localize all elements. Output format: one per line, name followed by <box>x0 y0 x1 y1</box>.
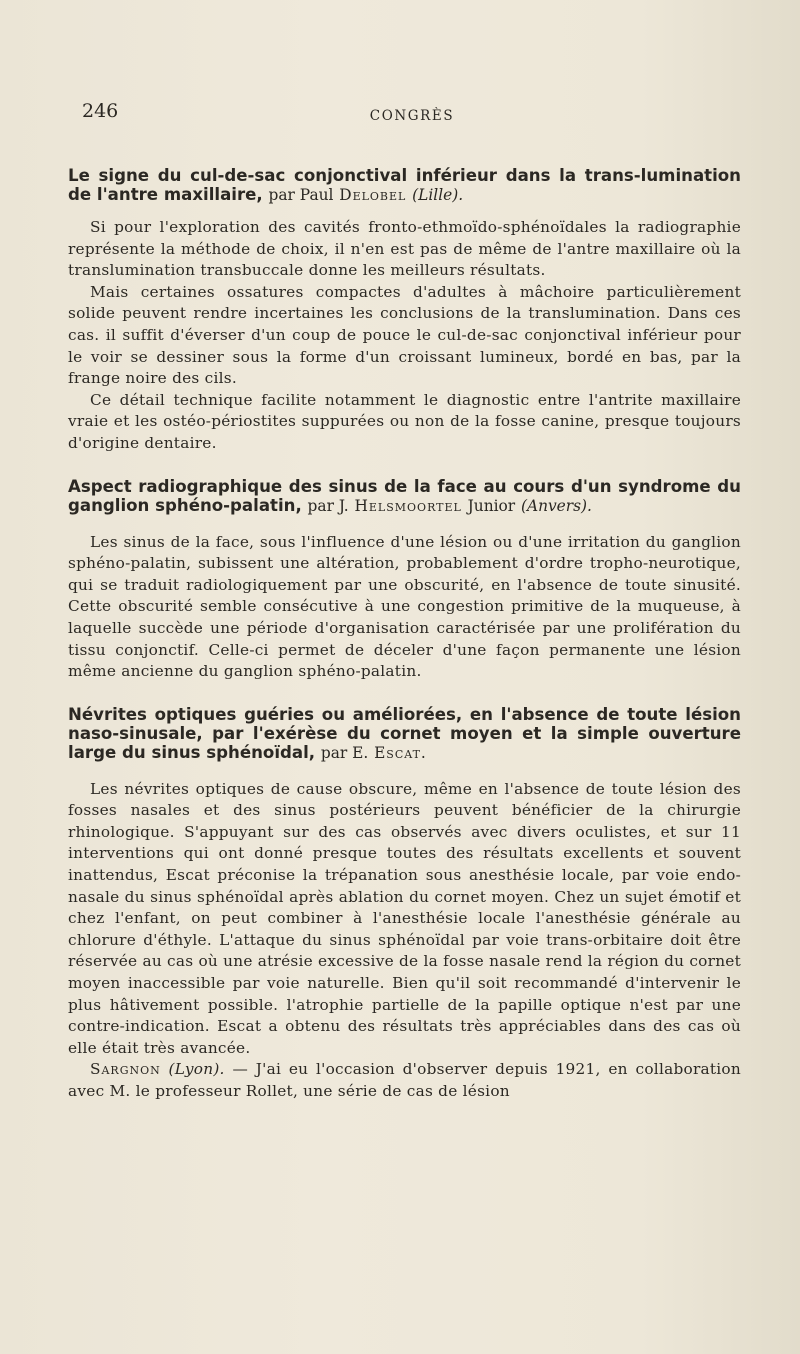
author-suffix: Junior <box>467 496 516 515</box>
byline-prefix: par Paul <box>268 186 334 204</box>
article-title: Névrites optiques guéries ou améliorées, en l'absence de toute lésion naso-sinusale, par l'exérèse du cornet moyen et la simple ouverture large du sinus sphénoïdal, <box>68 704 741 762</box>
author-name: Helsmoortel <box>354 496 462 515</box>
byline-prefix: par J. <box>307 496 349 515</box>
author-name: Escat. <box>374 743 427 762</box>
article-helsmoortel <box>68 477 741 683</box>
discussion-speaker: Sargnon <box>90 1060 161 1079</box>
paragraph: Les névrites optiques de cause obscure, même en l'absence de toute lésion des fosses nasales et des sinus postérieurs peuvent bénéficier de la chirurgie rhinologique. S'appuyant sur des cas observés avec divers oculistes, et sur 11 interventions qui ont donné presque toutes des résultats excellents et souvent inattendus, Escat préconise la trépanation sous anesthésie locale, par voie endo-nasale du sinus sphénoïdal après ablation du cornet moyen. Chez un sujet émotif et chez l'enfant, on peut combiner à l'anesthésie locale l'anesthésie générale au chlorure d'éthyle. L'attaque du sinus sphénoïdal par voie trans-orbitaire doit être réservée au cas où une atrésie excessive de la fosse nasale rend la région du cornet moyen inaccessible par voie naturelle. Bien qu'il soit recommandé d'intervenir le plus hâtivement possible. l'atrophie partielle de la papille optique n'est par une contre-indication. Escat a obtenu des résultats très appréciables dans des cas où elle était très avancée. <box>68 779 741 1057</box>
discussion-text: — J'ai eu l'occasion d'observer depuis 1921, en collaboration avec M. le professeur Rollet, une série de cas de lésion <box>68 1060 741 1100</box>
running-head: CONGRÈS <box>369 108 455 124</box>
article-title: Le signe du cul-de-sac conjonctival inférieur dans la trans-lumination de l'antre maxillaire, <box>68 166 741 204</box>
discussion-paragraph <box>68 1059 741 1102</box>
author-city: (Anvers). <box>520 496 592 515</box>
paragraph: Les sinus de la face, sous l'influence d'une lésion ou d'une irritation du ganglion sphéno-palatin, subissent une altération, probablement d'ordre tropho-neurotique, qui se traduit radiologiquement par une obscurité, en l'absence de toute sinusité. Cette obscurité semble consécutive à une congestion primitive de la muqueuse, à laquelle succède une période d'organisation caractérisée par une prolifération du tissu conjonctif. Celle-ci permet de déceler d'une façon permanente une lésion même ancienne du ganglion sphéno-palatin. <box>68 532 741 681</box>
paragraph: Si pour l'exploration des cavités fronto-ethmoïdo-sphénoïdales la radiographie représente la méthode de choix, il n'en est pas de même de l'antre maxillaire où la translumination transbuccale donne les meilleurs résultats. <box>68 218 741 280</box>
article-title: Aspect radiographique des sinus de la face au cours d'un syndrome du ganglion sphéno-palatin, <box>68 476 741 515</box>
page-number: 246 <box>82 100 119 122</box>
paragraph: Mais certaines ossatures compactes d'adultes à mâchoire particulièrement solide peuvent rendre incertaines les conclusions de la translumination. Dans ces cas. il suffit d'éverser d'un coup de pouce le cul-de-sac conjonctival inférieur pour le voir se dessiner sous la forme d'un croissant lumineux, bordé en bas, par la frange noire des cils. <box>68 282 741 388</box>
page-content <box>68 166 741 1103</box>
author-city: (Lille). <box>412 186 464 204</box>
article-heading <box>68 477 741 516</box>
paragraph: Ce détail technique facilite notamment le diagnostic entre l'antrite maxillaire vraie et les ostéo-périostites suppurées ou non de la fosse canine, presque toujours d'origine dentaire. <box>68 390 741 452</box>
byline-prefix: par E. <box>320 743 369 762</box>
discussion-city: (Lyon). <box>168 1060 225 1079</box>
page-header <box>82 100 742 134</box>
author-name: Delobel <box>339 186 407 204</box>
article-heading <box>68 705 741 763</box>
article-heading <box>68 166 741 205</box>
article-escat <box>68 705 741 1103</box>
article-delobel <box>68 166 741 455</box>
